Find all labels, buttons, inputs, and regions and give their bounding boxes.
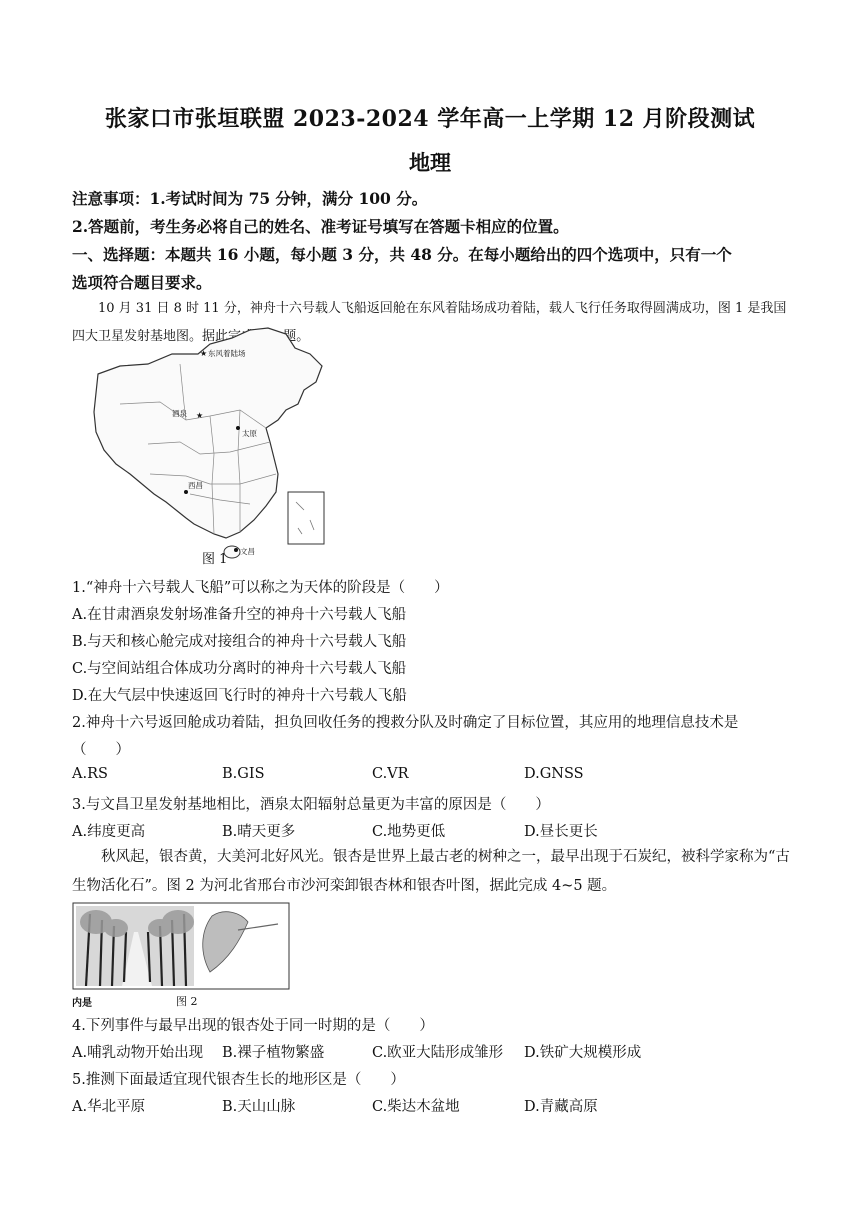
notice-line-2: 2.答题前，考生务必将自己的姓名、准考证号填写在答题卡相应的位置。 xyxy=(72,217,569,236)
question-1-option-b: B.与天和核心舱完成对接组合的神舟十六号载人飞船 xyxy=(72,634,407,650)
question-1-stem: 1.“神舟十六号载人飞船”可以称之为天体的阶段是（ ） xyxy=(72,580,449,596)
question-1-option-c: C.与空间站组合体成功分离时的神舟十六号载人飞船 xyxy=(72,661,407,677)
notice-line-1: 注意事项：1.考试时间为 75 分钟，满分 100 分。 xyxy=(72,189,428,208)
svg-text:★: ★ xyxy=(196,411,204,420)
label-wenchang: 文昌 xyxy=(240,547,255,556)
question-2-option-d: D.GNSS xyxy=(524,766,584,782)
question-2-option-a: A.RS xyxy=(72,766,108,782)
passage-1: 10 月 31 日 8 时 11 分，神舟十六号载人飞船返回舱在东风着陆场成功着陆，载人飞行任务取得圆满成功，图 1 是我国四大卫星发射基地图。据此完成 1-3 题。 xyxy=(72,301,787,344)
section-heading-line-2: 选项符合题目要求。 xyxy=(72,273,212,292)
question-4-option-b: B.裸子植物繁盛 xyxy=(222,1045,325,1061)
question-5-stem: 5.推测下面最适宜现代银杏生长的地形区是（ ） xyxy=(72,1072,405,1088)
question-5-option-d: D.青藏高原 xyxy=(524,1099,598,1115)
question-3-option-d: D.昼长更长 xyxy=(524,824,598,840)
question-5-option-a: A.华北平原 xyxy=(72,1099,146,1115)
question-1-option-a: A.在甘肃酒泉发射场准备升空的神舟十六号载人飞船 xyxy=(72,607,407,623)
exam-subject: 地理 xyxy=(409,150,451,175)
question-4-option-a: A.哺乳动物开始出现 xyxy=(72,1045,204,1061)
figure-2-caption: 图 2 xyxy=(176,995,198,1008)
label-xichang: 西昌 xyxy=(188,481,203,490)
question-4-option-c: C.欧亚大陆形成雏形 xyxy=(372,1045,504,1061)
question-4-stem: 4.下列事件与最早出现的银杏处于同一时期的是（ ） xyxy=(72,1018,434,1034)
question-4-option-d: D.铁矿大规模形成 xyxy=(524,1045,642,1061)
label-taiyuan: 太原 xyxy=(242,429,257,438)
question-2-stem-tail: （ ） xyxy=(72,742,130,758)
label-dongfeng: 东风着陆场 xyxy=(208,349,246,358)
question-2-stem: 2.神舟十六号返回舱成功着陆，担负回收任务的搜救分队及时确定了目标位置，其应用的地理信息技术是 xyxy=(72,715,739,731)
figure-2-photos xyxy=(72,902,290,992)
question-3-option-b: B.晴天更多 xyxy=(222,824,296,840)
question-3-option-a: A.纬度更高 xyxy=(72,824,146,840)
south-sea-inset xyxy=(288,492,324,544)
figure-2-left-label: 内是 xyxy=(72,998,92,1009)
question-2-option-b: B.GIS xyxy=(222,766,265,782)
question-5-option-b: B.天山山脉 xyxy=(222,1099,296,1115)
passage-2: 秋风起，银杏黄，大美河北好风光。银杏是世界上最古老的树种之一，最早出现于石炭纪，被科学家称为“古生物活化石”。图 2 为河北省邢台市沙河栾卸银杏林和银杏叶图，据此完成 4~5 题。 xyxy=(72,849,790,894)
figure-1-map xyxy=(90,324,340,570)
svg-text:★: ★ xyxy=(200,349,208,358)
question-3-option-c: C.地势更低 xyxy=(372,824,446,840)
question-5-option-c: C.柴达木盆地 xyxy=(372,1099,460,1115)
question-3-stem: 3.与文昌卫星发射基地相比，酒泉太阳辐射总量更为丰富的原因是（ ） xyxy=(72,797,550,813)
question-2-option-c: C.VR xyxy=(372,766,409,782)
label-jiuquan: 酒泉 xyxy=(172,409,187,418)
exam-title: 张家口市张垣联盟 2023-2024 学年高一上学期 12 月阶段测试 xyxy=(104,106,756,132)
question-1-option-d: D.在大气层中快速返回飞行时的神舟十六号载人飞船 xyxy=(72,688,407,704)
figure-1-caption: 图 1 xyxy=(202,552,228,567)
section-heading-line-1: 一、选择题：本题共 16 小题，每小题 3 分，共 48 分。在每小题给出的四个选项中，只有一个 xyxy=(72,245,732,264)
